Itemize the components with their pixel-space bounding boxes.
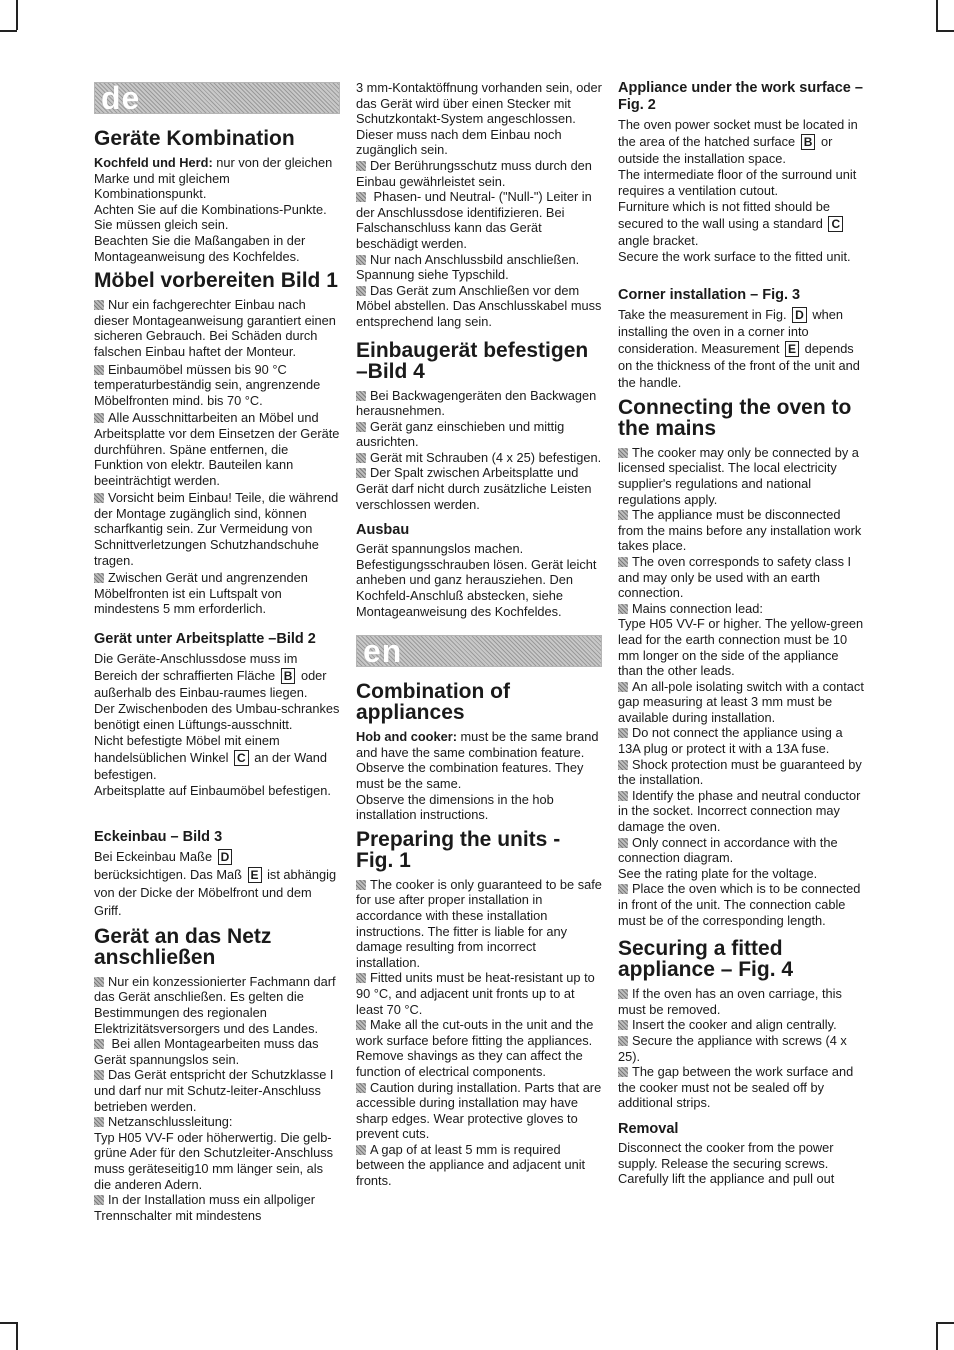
paragraph-text: oder außerhalb des Einbau-raumes liegen. [94, 668, 327, 701]
bullet-item [356, 877, 602, 971]
bullet-item [356, 1142, 602, 1189]
bullet-square-icon [618, 838, 628, 848]
figure-ref-box: D [218, 849, 233, 865]
bullet-square-icon [94, 1117, 104, 1127]
bullet-item [356, 189, 602, 251]
bullet-text: Gerät mit Schrauben (4 x 25) befestigen. [370, 449, 602, 465]
bullet-square-icon [356, 391, 366, 401]
bullet-text: Shock protection must be guaranteed by the installation. [618, 756, 862, 788]
bullet-text: Nur ein konzessionierter Fachmann darf das Gerät anschließen. Es gelten die Bestimmungen des regionalen Elektrizitätsversorgers und des Landes. [94, 973, 336, 1036]
paragraph-text: must be the same brand and have the same combination feature. [356, 729, 599, 760]
bullet-text: Caution during installation. Parts that are accessible during installation may have sharp edges. Wear protective gloves to prevent cuts. [356, 1079, 602, 1142]
paragraph-text: nur von der gleichen Marke und mit gleichem Kombinationspunkt. [94, 155, 333, 202]
paragraph-text: an der Wand befestigen. [94, 750, 328, 783]
bullet-square-icon [356, 880, 366, 890]
section-title: Geräte Kombination [94, 127, 295, 150]
bullet-item [618, 507, 864, 554]
bullet-item [618, 881, 864, 928]
subsection-title: Gerät unter Arbeitsplatte –Bild 2 [94, 631, 316, 648]
bullet-square-icon [618, 510, 628, 520]
bullet-text: Nur nach Anschlussbild anschließen. [370, 251, 580, 267]
section-title: Securing a fitted appliance – Fig. 4 [618, 937, 794, 982]
paragraph [94, 732, 340, 783]
paragraph: Typ H05 VV-F oder höherwertig. Die gelb-grüne Ader für den Schutzleiter-Anschluss muss geräteseitig10 mm länger sein, als die anderen Adern. [94, 1129, 334, 1192]
bullet-text: Das Gerät zum Anschließen vor dem Möbel abstellen. Das Anschlusskabel muss entsprechend lang sein. [356, 282, 602, 329]
figure-ref-box: E [248, 867, 262, 883]
bullet-text: A gap of at least 5 mm is required between the appliance and adjacent unit fronts. [356, 1141, 586, 1189]
paragraph: Observe the dimensions in the hob installation instructions. [356, 791, 554, 823]
paragraph-text: Nicht befestigte Möbel mit einem handelsüblichen Winkel [94, 733, 280, 766]
subsection-title: Removal [618, 1120, 679, 1137]
section-title: Connecting the oven to the mains [618, 395, 852, 440]
paragraph: See the rating plate for the voltage. [618, 865, 818, 881]
paragraph [618, 198, 864, 249]
crop-mark-bottom-left-h [0, 1322, 17, 1324]
paragraph [618, 306, 864, 391]
bullet-square-icon [618, 728, 628, 738]
bullet-square-icon [94, 365, 104, 375]
bullet-text: Zwischen Gerät und angrenzenden Möbelfronten ist ein Luftspalt von mindestens 5 mm erforderlich. [94, 570, 308, 617]
bullet-square-icon [356, 161, 366, 171]
bullet-square-icon [618, 682, 628, 692]
bullet-item [356, 283, 602, 330]
lead-text: Hob and cooker: [356, 729, 457, 745]
bullet-item [356, 970, 602, 1017]
bullet-item [94, 297, 340, 359]
bullet-item [356, 388, 602, 419]
bullet-text: Identify the phase and neutral conductor in the socket. Incorrect connection may damage the oven. [618, 787, 861, 835]
section-title: Möbel vorbereiten Bild 1 [94, 269, 338, 293]
figure-ref-box: B [281, 668, 296, 684]
subsection-title: Eckeinbau – Bild 3 [94, 828, 223, 845]
bullet-item [356, 252, 602, 268]
bullet-square-icon [356, 192, 366, 202]
bullet-square-icon [94, 1195, 104, 1205]
bullet-text: Secure the appliance with screws (4 x 25). [618, 1032, 847, 1064]
language-label: de [101, 80, 141, 116]
bullet-text: Vorsicht beim Einbau! Teile, die während der Montage zugänglich sind, können scharfkantig sein. Zur Vermeidung von Schnittverletzungen Schutzhandschuhe tragen. [94, 490, 339, 568]
bullet-item [618, 788, 864, 835]
bullet-text: Bei allen Montagearbeiten muss das Gerät spannungslos sein. [94, 1036, 319, 1067]
paragraph-text: Take the measurement in Fig. [618, 306, 787, 322]
paragraph [618, 116, 864, 167]
bullet-text: The gap between the work surface and the cooker must not be sealed off by additional strips. [618, 1064, 854, 1111]
bullet-square-icon [94, 300, 104, 310]
paragraph: Beachten Sie die Maßangaben in der Montageanweisung des Kochfeldes. [94, 232, 306, 264]
bullet-square-icon [618, 557, 628, 567]
figure-ref-box: C [234, 750, 249, 766]
bullet-text: Der Spalt zwischen Arbeitsplatte und Gerät darf nicht durch zusätzliche Leisten verschlossen werden. [356, 465, 592, 512]
bullet-text: Netzanschlussleitung: [108, 1114, 233, 1130]
paragraph: Arbeitsplatte auf Einbaumöbel befestigen. [94, 783, 331, 799]
bullet-text: Bei Backwagengeräten den Backwagen herausnehmen. [356, 387, 597, 419]
bullet-item [618, 1017, 864, 1033]
paragraph [94, 848, 340, 920]
paragraph-text: The oven power socket must be located in the area of the hatched surface [618, 117, 858, 149]
paragraph-text: Furniture which is not fitted should be secured to the wall using a standard [618, 199, 830, 232]
bullet-item [618, 554, 864, 601]
paragraph-text: or outside the installation space. [618, 134, 833, 166]
bullet-text: In der Installation muss ein allpoliger Trennschalter mit mindestens [94, 1192, 315, 1223]
bullet-square-icon [94, 493, 104, 503]
bullet-text: If the oven has an oven carriage, this must be removed. [618, 986, 842, 1017]
crop-mark-top-left-h [0, 30, 17, 32]
bullet-square-icon [356, 1020, 366, 1030]
figure-ref-box: D [792, 307, 807, 323]
bullet-item [356, 450, 602, 466]
bullet-item [618, 601, 864, 617]
paragraph-text: berücksichtigen. Das Maß [94, 866, 242, 882]
bullet-text: Das Gerät entspricht der Schutzklasse I und darf nur mit Schutz-leiter-Anschluss betrieben werden. [94, 1067, 334, 1114]
section-title: Preparing the units - Fig. 1 [356, 827, 561, 872]
bullet-item [618, 1033, 864, 1064]
bullet-text: Nur ein fachgerechter Einbau nach dieser Montageanweisung garantiert einen sicheren Gebrauch. Bei Schäden durch falschen Einbau haftet der Monteur. [94, 297, 336, 359]
bullet-item [356, 158, 602, 189]
bullet-square-icon [618, 1067, 628, 1077]
bullet-square-icon [356, 286, 366, 296]
bullet-item [618, 1064, 864, 1111]
bullet-text: The oven corresponds to safety class I and may only be used with an earth connection. [618, 553, 852, 601]
subsection-title: Ausbau [356, 522, 410, 539]
bullet-item [356, 1080, 602, 1142]
bullet-square-icon [618, 1036, 628, 1046]
bullet-item [618, 445, 864, 507]
bullet-item [94, 1192, 340, 1223]
section-title: Gerät an das Netz anschließen [94, 924, 272, 969]
language-banner-de [94, 82, 340, 114]
paragraph [356, 729, 602, 760]
paragraph-text: Die Geräte-Anschlussdose muss im Bereich der schraffierten Fläche [94, 651, 298, 684]
bullet-item [94, 410, 340, 488]
paragraph: Gerät spannungslos machen. Befestigungsschrauben lösen. Gerät leicht anheben und ganz herausziehen. Den Kochfeld-Anschluß abstecken, siehe Montageanweisung des Kochfeldes. [356, 541, 597, 619]
paragraph-text: Bei Eckeinbau Maße [94, 848, 213, 864]
bullet-item [618, 757, 864, 788]
bullet-text: Alle Ausschnittarbeiten an Möbel und Arbeitsplatte vor dem Einsetzen der Geräte durchführen. Späne entfernen, die Funktion von elektr. Bauteilen kann beeinträchtigt werden. [94, 410, 340, 488]
bullet-text: Mains connection lead: [632, 600, 763, 616]
paragraph-text: when installing the oven in a corner into consideration. Measurement [618, 306, 843, 356]
column-2 [356, 80, 602, 1189]
bullet-square-icon [94, 1039, 104, 1049]
paragraph [94, 650, 340, 701]
paragraph: Achten Sie auf die Kombinations-Punkte. Sie müssen gleich sein. [94, 201, 327, 233]
language-banner-en [356, 633, 602, 670]
paragraph: Der Zwischenboden des Umbau-schrankes benötigt einen Lüftungs-ausschnitt. [94, 701, 340, 732]
bullet-square-icon [356, 453, 366, 463]
subsection-title: Corner installation – Fig. 3 [618, 286, 801, 303]
bullet-item [356, 419, 602, 450]
bullet-square-icon [356, 422, 366, 432]
bullet-square-icon [356, 468, 366, 478]
bullet-square-icon [356, 255, 366, 265]
language-label: en [363, 633, 403, 670]
crop-mark-bottom-right-h [936, 1322, 954, 1324]
bullet-text: Fitted units must be heat-resistant up to 90 °C, and adjacent unit fronts up to at least 70 °C. [356, 970, 595, 1017]
paragraph: Spannung siehe Typschild. [356, 267, 509, 283]
bullet-square-icon [618, 989, 628, 999]
bullet-item [356, 465, 602, 512]
paragraph: Type H05 VV-F or higher. The yellow-green lead for the earth connection must be 10 mm longer on the side of the appliance than the other leads. [618, 616, 864, 679]
bullet-square-icon [618, 448, 628, 458]
bullet-square-icon [618, 884, 628, 894]
column-3 [618, 80, 864, 1187]
bullet-item [94, 490, 340, 568]
bullet-item [618, 835, 864, 866]
bullet-square-icon [356, 1083, 366, 1093]
bullet-text: Der Berührungsschutz muss durch den Einbau gewährleistet sein. [356, 157, 592, 189]
crop-mark-top-right-h [936, 30, 954, 32]
bullet-text: Only connect in accordance with the connection diagram. [618, 834, 838, 866]
bullet-text: The appliance must be disconnected from the mains before any installation work takes place. [618, 507, 862, 554]
bullet-text: Do not connect the appliance using a 13A plug or protect it with a 13A fuse. [618, 725, 843, 757]
bullet-item [94, 974, 340, 1036]
bullet-text: The cooker may only be connected by a licensed specialist. The local electricity supplier's regulations and national regulations apply. [618, 444, 859, 507]
paragraph-text: angle bracket. [618, 233, 699, 249]
bullet-text: An all-pole isolating switch with a contact gap measuring at least 3 mm must be available during installation. [618, 678, 864, 725]
paragraph: 3 mm-Kontaktöffnung vorhanden sein, oder das Gerät wird über einen Stecker mit Schutzkontakt-System angeschlossen. Dieser muss nach dem Einbau noch zugänglich sein. [356, 80, 602, 158]
bullet-item [618, 725, 864, 756]
subsection-title: Appliance under the work surface – Fig. 2 [618, 80, 863, 113]
bullet-item [618, 986, 864, 1017]
bullet-square-icon [618, 791, 628, 801]
crop-mark-top-right [936, 0, 938, 30]
bullet-text: Phasen- und Neutral- ("Null-") Leiter in der Anschlussdose identifizieren. Bei Falschanschluss kann das Gerät beschädigt werden. [356, 189, 592, 251]
bullet-item [94, 1114, 340, 1130]
bullet-item [356, 1017, 602, 1079]
bullet-text: Place the oven which is to be connected in front of the unit. The connection cable must be of the corresponding length. [618, 881, 861, 928]
figure-ref-box: C [828, 216, 843, 232]
section-title: Combination of appliances [356, 680, 510, 725]
paragraph: Secure the work surface to the fitted unit. [618, 249, 851, 265]
bullet-item [94, 570, 340, 617]
bullet-item [618, 679, 864, 726]
section-title: Einbaugerät befestigen –Bild 4 [356, 338, 589, 383]
paragraph: The intermediate floor of the surround unit requires a ventilation cutout. [618, 167, 857, 198]
paragraph: Observe the combination features. They must be the same. [356, 760, 584, 791]
bullet-square-icon [94, 413, 104, 423]
figure-ref-box: B [801, 134, 816, 150]
bullet-square-icon [618, 760, 628, 770]
bullet-text: Insert the cooker and align centrally. [632, 1017, 837, 1033]
bullet-text: The cooker is only guaranteed to be safe for use after proper installation in accordance with these installation instructions. The fitter is liable for any damage resulting from incorrect installation. [356, 876, 602, 970]
crop-mark-bottom-left [16, 1322, 18, 1350]
bullet-text: Make all the cut-outs in the unit and the work surface before fitting the appliances. Remove shavings as they can affect the function of electrical components. [356, 1017, 594, 1079]
bullet-square-icon [94, 977, 104, 987]
bullet-item [94, 1036, 340, 1067]
crop-mark-top-left [16, 0, 18, 30]
paragraph: Disconnect the cooker from the power supply. Release the securing screws. Carefully lift the appliance and pull out [618, 1139, 835, 1187]
bullet-text: Einbaumöbel müssen bis 90 °C temperaturbeständig sein, angrenzende Möbelfronten mind. bis 70 °C. [94, 361, 321, 408]
lead-text: Kochfeld und Herd: [94, 155, 213, 170]
bullet-square-icon [94, 573, 104, 583]
crop-mark-bottom-right [936, 1322, 938, 1350]
bullet-square-icon [94, 1070, 104, 1080]
paragraph-text: ist abhängig von der Dicke der Möbelfront und dem Griff. [94, 866, 337, 918]
bullet-item [94, 1067, 340, 1114]
paragraph [94, 155, 340, 202]
bullet-square-icon [618, 1020, 628, 1030]
bullet-square-icon [356, 973, 366, 983]
bullet-item [94, 362, 340, 409]
bullet-square-icon [356, 1145, 366, 1155]
bullet-text: Gerät ganz einschieben und mittig ausrichten. [356, 418, 565, 450]
column-1 [94, 80, 340, 1223]
bullet-square-icon [618, 604, 628, 614]
figure-ref-box: E [785, 341, 799, 357]
paragraph-text: depends on the thickness of the front of the unit and the handle. [618, 340, 860, 390]
